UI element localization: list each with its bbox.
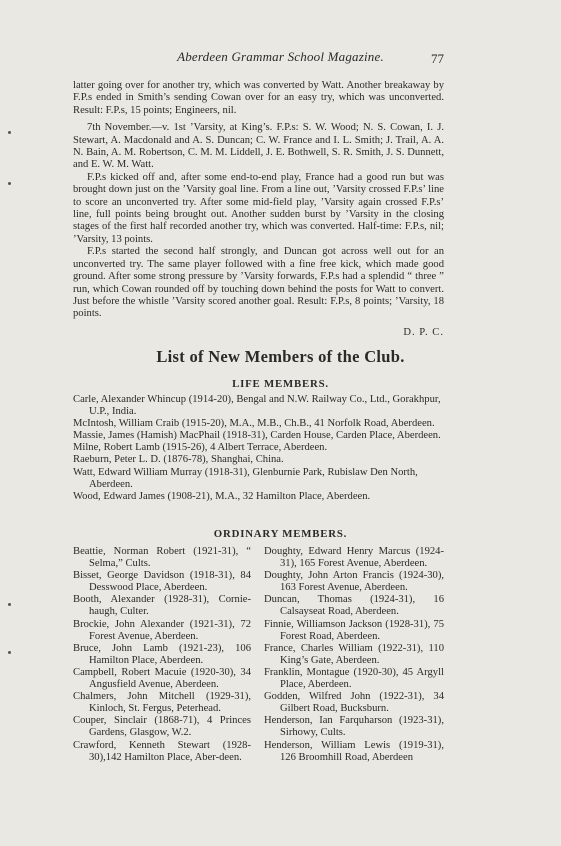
- member-entry: Milne, Robert Lamb (1915-26), 4 Albert Terrace, Aberdeen.: [73, 442, 328, 454]
- member-entry: France, Charles William (1922-31), 110 King’s Gate, Aberdeen.: [264, 642, 444, 666]
- member-entry: Carle, Alexander Whincup (1914-20), Bengal and N.W. Railway Co., Ltd., Gorakhpur, U.P., India.: [73, 394, 441, 418]
- member-entry: Watt, Edward William Murray (1918-31), Glenburnie Park, Rubislaw Den North, Aberdeen.: [73, 466, 418, 490]
- margin-speck: [8, 182, 11, 185]
- member-entry: Chalmers, John Mitchell (1929-31), Kinloch, St. Fergus, Peterhead.: [73, 691, 251, 715]
- list-title: List of New Members of the Club.: [156, 347, 405, 366]
- report-paragraph: F.P.s kicked off and, after some end-to-end play, France had a good run but was brought down just on the ’Varsity goal line. From a line out, ’Varsity crossed F.P.s’ line to score an unconverted try. After some mid-field play, ’Varsity again crossed F.P.s’ line, full points being brought out. Another sudden burst by ’Varsity in the closing stages of the first half recorded another try, which was converted. Half-time: F.P.s, nil; ’Varsity, 13 points.: [73, 171, 444, 245]
- margin-speck: [8, 603, 11, 606]
- member-entry: Franklin, Montague (1920-30), 45 Argyll Place, Aberdeen.: [264, 666, 444, 691]
- member-entry: Wood, Edward James (1908-21), M.A., 32 Hamilton Place, Aberdeen.: [73, 490, 371, 502]
- member-entry: Crawford, Kenneth Stewart (1928-30),142 Hamilton Place, Aber-deen.: [73, 739, 251, 763]
- life-members-list: [73, 394, 444, 503]
- member-entry: Brockie, John Alexander (1921-31), 72 Forest Avenue, Aberdeen.: [73, 618, 251, 642]
- member-entry: Campbell, Robert Macuie (1920-30), 34 Angusfield Avenue, Aberdeen.: [73, 666, 251, 691]
- member-entry: Booth, Alexander (1928-31), Cornie-haugh, Culter.: [73, 594, 251, 618]
- member-entry: Henderson, Ian Farquharson (1923-31), Sirhowy, Cults.: [264, 715, 444, 739]
- ordinary-members-right-column: [264, 546, 444, 764]
- margin-speck: [8, 131, 11, 134]
- report-paragraph: latter going over for another try, which was converted by Watt. Another breakaway by F.P.s ended in Smith’s sending Cowan over for an easy try, which was unconverted. Result: F.P.s, 15 points; Engineers, nil.: [73, 80, 444, 116]
- member-entry: McIntosh, William Craib (1915-20), M.A., M.B., Ch.B., 41 Norfolk Road, Aberdeen.: [73, 418, 435, 430]
- page-header: [0, 49, 561, 69]
- life-members-heading: LIFE MEMBERS.: [232, 378, 329, 390]
- member-entry: Duncan, Thomas (1924-31), 16 Calsayseat Road, Aberdeen.: [264, 594, 444, 618]
- running-head: Aberdeen Grammar School Magazine.: [177, 49, 384, 64]
- ordinary-members-left-column: [73, 546, 251, 764]
- member-entry: Henderson, William Lewis (1919-31), 126 Broomhill Road, Aberdeen: [264, 739, 444, 763]
- report-paragraph: F.P.s started the second half strongly, and Duncan got across well out for an unconverted try. The same player followed with a fine free kick, which made good ground. After some strong pressure by ’Varsity forwards, F.P.s had a splendid “ three ” run, which Cowan rounded off by touching down behind the posts for Watt to convert. Just before the whistle ’Varsity scored another goal. Result: F.P.s, 8 points; ’Varsity, 18 points.: [73, 246, 444, 320]
- member-entry: Finnie, Williamson Jackson (1928-31), 75 Forest Road, Aberdeen.: [264, 618, 444, 642]
- margin-speck: [8, 651, 11, 654]
- member-entry: Raeburn, Peter L. D. (1876-78), Shanghai, China.: [73, 454, 284, 466]
- member-entry: Massie, James (Hamish) MacPhail (1918-31), Carden House, Carden Place, Aberdeen.: [73, 430, 441, 442]
- member-entry: Godden, Wilfred John (1922-31), 34 Gilbert Road, Bucksburn.: [264, 691, 444, 715]
- member-entry: Bruce, John Lamb (1921-23), 106 Hamilton Place, Aberdeen.: [73, 642, 251, 666]
- report-signature: D. P. C.: [403, 326, 444, 338]
- member-entry: Bisset, George Davidson (1918-31), 84 Desswood Place, Aberdeen.: [73, 570, 251, 594]
- ordinary-members-heading: ORDINARY MEMBERS.: [213, 528, 348, 540]
- page-number: 77: [431, 51, 444, 66]
- member-entry: Doughty, Edward Henry Marcus (1924-31), 165 Forest Avenue, Aberdeen.: [264, 546, 444, 570]
- match-report: [73, 80, 444, 339]
- member-entry: Doughty, John Arton Francis (1924-30), 163 Forest Avenue, Aberdeen.: [264, 570, 444, 594]
- report-paragraph: 7th November.—v. 1st ’Varsity, at King’s. F.P.s: S. W. Wood; N. S. Cowan, I. J. Stewart, A. Macdonald and A. S. Duncan; C. W. France and I. L. Smith; J. Trail, A. A. N. Bain, A. M. Robertson, C. M. M. Liddell, J. E. Bothwell, S. R. Smith, J. S. Dunnett, and E. W. M. Watt.: [73, 122, 444, 171]
- member-entry: Beattie, Norman Robert (1921-31), “ Selma,” Cults.: [73, 546, 251, 570]
- member-entry: Couper, Sinclair (1868-71), 4 Princes Gardens, Glasgow, W.2.: [73, 715, 251, 739]
